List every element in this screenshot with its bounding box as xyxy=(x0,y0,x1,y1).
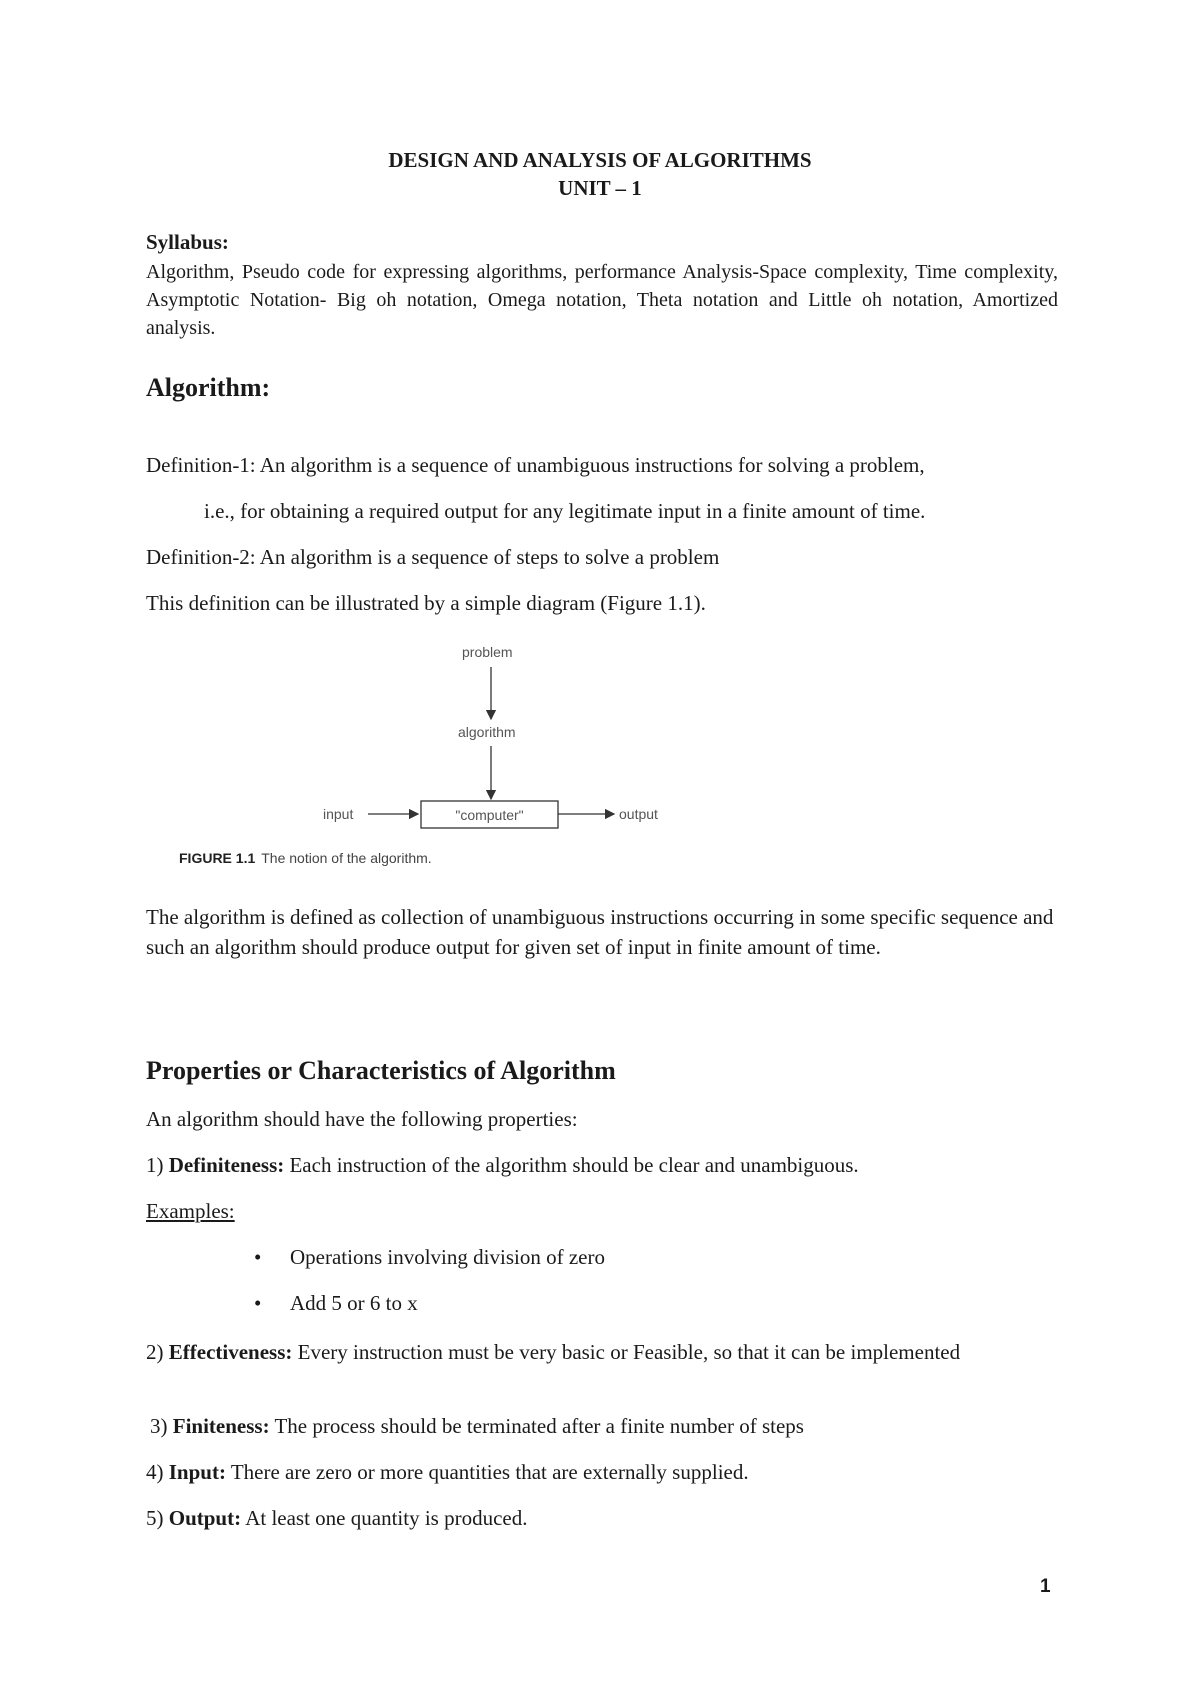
definition-1-continued: i.e., for obtaining a required output for any legitimate input in a finite amount of time. xyxy=(204,499,926,523)
property-number: 4) xyxy=(146,1460,164,1484)
syllabus-text: Algorithm, Pseudo code for expressing algorithms, performance Analysis-Space complexity, Time complexity, Asymptotic Notation- Big oh notation, Omega notation, Theta notation and Little oh notation, Amortized analysis. xyxy=(146,261,1058,339)
figure-caption-label: FIGURE 1.1 xyxy=(179,850,256,866)
examples-label: Examples: xyxy=(146,1199,235,1223)
algorithm-heading: Algorithm: xyxy=(146,373,271,402)
unit-label: UNIT – 1 xyxy=(558,176,642,200)
figure-caption xyxy=(179,850,432,866)
bullet-icon: • xyxy=(254,1291,262,1315)
property-input xyxy=(146,1460,749,1485)
document-title: DESIGN AND ANALYSIS OF ALGORITHMS xyxy=(388,148,812,172)
property-finiteness xyxy=(150,1414,804,1439)
property-number: 1) xyxy=(146,1153,164,1177)
page-number: 1 xyxy=(1040,1576,1051,1597)
property-number: 2) xyxy=(146,1340,164,1364)
property-output xyxy=(146,1506,527,1531)
figure-caption-text: The notion of the algorithm. xyxy=(261,850,432,866)
property-text: Each instruction of the algorithm should be clear and unambiguous. xyxy=(289,1153,859,1177)
property-text: Every instruction must be very basic or Feasible, so that it can be implemented xyxy=(297,1340,961,1364)
figure-problem-label: problem xyxy=(462,644,513,660)
illustration-sentence: This definition can be illustrated by a simple diagram (Figure 1.1). xyxy=(146,591,706,615)
property-term: Finiteness: xyxy=(172,1414,270,1438)
property-term: Input: xyxy=(168,1460,226,1484)
figure-computer-label: "computer" xyxy=(455,807,524,823)
properties-heading: Properties or Characteristics of Algorithm xyxy=(146,1056,616,1085)
example-item: Add 5 or 6 to x xyxy=(290,1291,418,1315)
figure-input-label: input xyxy=(323,806,354,822)
property-text: At least one quantity is produced. xyxy=(245,1506,528,1530)
property-term: Output: xyxy=(168,1506,242,1530)
property-number: 5) xyxy=(146,1506,164,1530)
property-term: Effectiveness: xyxy=(168,1340,293,1364)
example-item: Operations involving division of zero xyxy=(290,1245,605,1269)
property-effectiveness xyxy=(146,1337,1058,1367)
property-definiteness xyxy=(146,1153,859,1178)
properties-intro: An algorithm should have the following properties: xyxy=(146,1107,578,1131)
syllabus-heading: Syllabus: xyxy=(146,230,229,254)
algorithm-closing-paragraph: The algorithm is defined as collection of unambiguous instructions occurring in some specific sequence and such an algorithm should produce output for given set of input in finite amount of time. xyxy=(146,905,1054,959)
property-text: There are zero or more quantities that are externally supplied. xyxy=(230,1460,749,1484)
property-text: The process should be terminated after a finite number of steps xyxy=(274,1414,804,1438)
definition-2: Definition-2: An algorithm is a sequence of steps to solve a problem xyxy=(146,545,720,569)
figure-algorithm-label: algorithm xyxy=(458,724,516,740)
definition-1: Definition-1: An algorithm is a sequence of unambiguous instructions for solving a problem, xyxy=(146,453,925,477)
bullet-icon: • xyxy=(254,1245,262,1269)
figure-output-label: output xyxy=(619,806,658,822)
property-term: Definiteness: xyxy=(168,1153,285,1177)
property-number: 3) xyxy=(150,1414,168,1438)
